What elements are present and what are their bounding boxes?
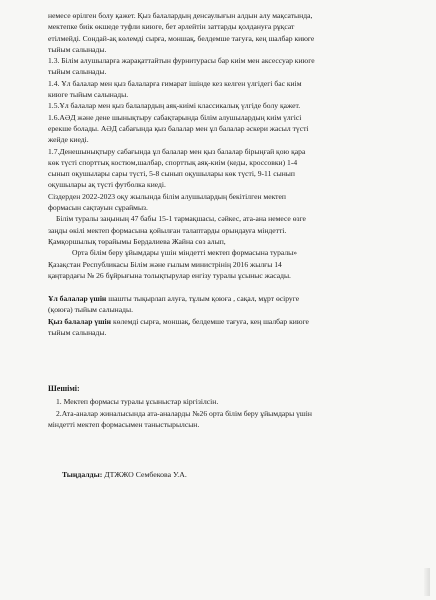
text-line: мектепке биік өкшеде туфли киюге, бет әрлейтін заттарды қолдануға рұқсат [48, 22, 295, 32]
listener-signature [48, 470, 414, 479]
text-line: заңды өкілі мектеп формасына қойылған талаптарды орындауға міндетті. [48, 225, 287, 235]
text-line: Қазақстан Республикасы Білім және ғылым министрінің 2016 жылғы 14 [48, 259, 282, 269]
text-line: 1.4. Ұл балалар мен қыз балаларға ғимарат ішінде кез келген үлгідегі бас киім [48, 78, 302, 88]
resolution-item: 1. Мектеп формасы туралы ұсыныстар кіргізілсін. [56, 397, 219, 407]
regulation-text [48, 10, 414, 213]
girls-label: Қыз балалар үшін [48, 316, 112, 326]
law-reference [48, 213, 414, 281]
text-line: Сіздерден 2022-2023 оқу жылында білім алушылардың бекітілген мектеп [48, 191, 286, 201]
listener-label: Тыңдалды: [62, 470, 103, 480]
text-line: тыйым салынады. [48, 67, 107, 77]
text-line: Орта білім беру ұйымдары үшін міндетті мектеп формасына туралы» [72, 248, 298, 258]
resolution-title: Шешімі: [48, 384, 80, 394]
text-line: ерекше болады. АӘД сабағында қыз балалар мен ұл балалар әскери жасыл түсті [48, 123, 309, 133]
resolution-item: 2.Ата-аналар жиналысында ата-аналарды №26 орта білім беру ұйымдары үшін [56, 408, 312, 418]
text-line: (қоюға) тыйым салынады. [48, 305, 133, 315]
text-line: қаңтардағы № 26 бұйрығына толықтырулар енгізу туралы ұсыныс жасады. [48, 270, 291, 280]
text-line: Білім туралы заңының 47 бабы 15-1 тармақшасы, сәйкес, ата-ана немесе өзге [56, 214, 306, 224]
text-line: оқушылары ақ түсті футболка киеді. [48, 180, 166, 190]
text-line: формасын сақтауын сұраймыз. [48, 203, 148, 213]
text-line: Қамқоршылық төрайымы Бердалиева Жайна сөз алып, [48, 236, 226, 246]
listener-name: ДТЖЖО Сембекова У.А. [104, 470, 187, 480]
text-line: сынып оқушылары сары түсті, 5-8 сынып оқушылары көк түсті, 9-11 сынып [48, 169, 295, 179]
text-line: киюге тыйым салынады. [48, 90, 129, 100]
boys-rule [48, 293, 414, 316]
boys-label: Ұл балалар үшін [48, 294, 107, 304]
text-line: етілмейді. Сондай-ақ көлемді сырға, моншақ, белдемше тағуға, кең шалбар киюге [48, 33, 315, 43]
text-line: тыйым салынады. [48, 328, 107, 338]
text-line: көк түсті спорттық костюм,шалбар, спорттық аяқ-киім (кеды, кроссовки) 1-4 [48, 157, 298, 167]
resolution-item: міндетті мектеп формасымен таныстырылсын. [48, 419, 200, 429]
text-line: жейде киеді. [48, 135, 89, 145]
text-line: 1.6.АӘД және дене шынықтыру сабақтарында білім алушылардың киім үлгісі [48, 112, 302, 122]
text-line: немесе өрілген болу қажет. Қыз балалардың денсаулығын алдын алу мақсатында, [48, 11, 313, 20]
text-line: 1.3. Білім алушыларға жарақаттайтын фурнитурасы бар киім мен аксессуар киюге [48, 56, 315, 66]
girls-text: көлемді сырға, моншақ, белдемше тағуға, кең шалбар киюге [112, 316, 309, 326]
resolution-section [48, 384, 414, 430]
scan-edge-shadow [424, 568, 430, 596]
text-line: 1.5.Ұл балалар мен қыз балалардың аяқ-киімі классикалық үлгіде болу қажет. [48, 101, 301, 111]
boys-text: шашты тықырлап алуға, тұлым қоюға , сақал, мұрт өсіруге [108, 294, 300, 304]
text-line: тыйым салынады. [48, 44, 107, 54]
text-line: 1.7.Денешынықтыру сабағында ұл балалар мен қыз балалар бірыңғай қою қара [48, 146, 306, 156]
girls-rule [48, 316, 414, 339]
